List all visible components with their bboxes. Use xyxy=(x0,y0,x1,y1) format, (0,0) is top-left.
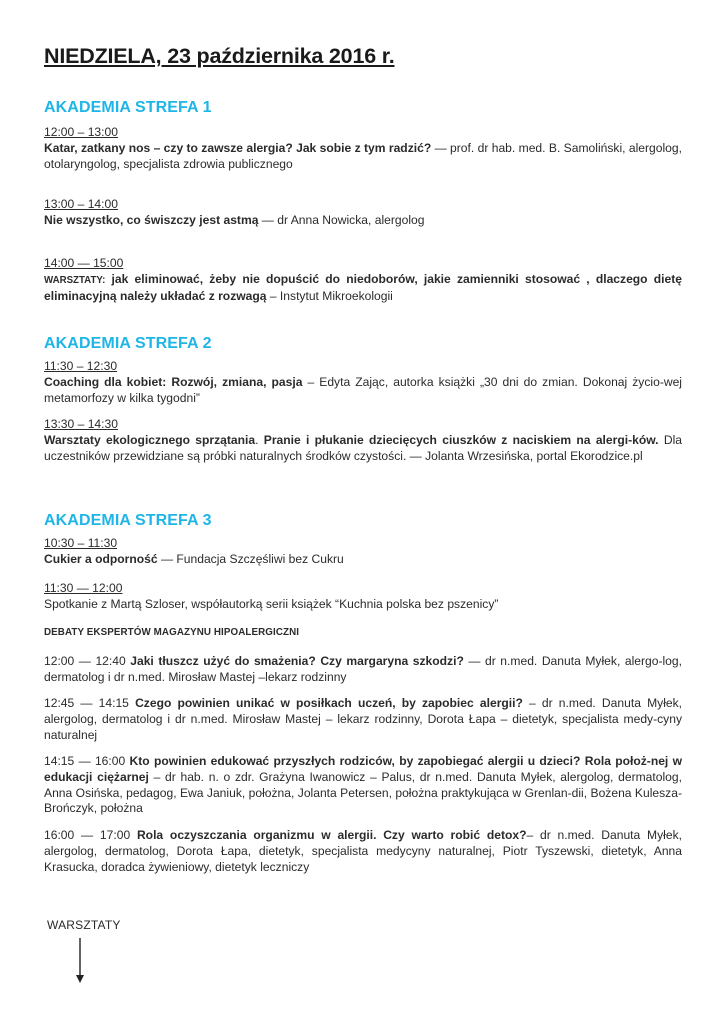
debates-heading: DEBATY EKSPERTÓW MAGAZYNU HIPOALERGICZNI xyxy=(44,627,300,638)
item-time: 10:30 – 11:30 xyxy=(44,536,118,550)
schedule-item xyxy=(44,359,682,406)
debate-item xyxy=(44,828,682,875)
item-title: jak eliminować, żeby nie dopuścić do niedoborów, jakie zamienniki stosować , dlaczego dietę eliminacyjną należy układać z rozwagą xyxy=(44,271,682,303)
debate-participants: — dr n.med. Danuta Myłek, alergo-log, dermatolog i dr n.med. Mirosław Mastej –lekarz rodzinny xyxy=(44,654,682,684)
debate-time: 12:45 — 14:15 xyxy=(44,696,136,710)
item-title: Warsztaty ekologicznego sprzątania xyxy=(44,432,256,447)
schedule-item xyxy=(44,256,682,304)
schedule-item xyxy=(44,581,682,613)
debate-participants: – dr hab. n. o zdr. Grażyna Iwanowicz – Palus, dr n.med. Danuta Myłek, alergolog, dermatolog, Anna Osińska, pedagog, Ewa Janiuk, położna, Jolanta Petersen, położna praktykująca w Grenlan-dii, Bożena Kulesza-Brończyk, położna xyxy=(44,769,682,816)
section-title-strefa-1: AKADEMIA STREFA 1 xyxy=(44,99,212,116)
item-description: — Fundacja Szczęśliwi bez Cukru xyxy=(157,551,344,566)
arrow-down-icon xyxy=(74,938,86,984)
item-subtitle: Pranie i płukanie dziecięcych ciuszków z naciskiem na alergi-ków. xyxy=(263,432,659,447)
item-time: 13:00 – 14:00 xyxy=(44,197,118,211)
page-title: NIEDZIELA, 23 października 2016 r. xyxy=(44,44,395,68)
item-time: 11:30 — 12:00 xyxy=(44,581,123,595)
schedule-item xyxy=(44,417,682,464)
item-description: Spotkanie z Martą Szloser, współautorką serii książek “Kuchnia polska bez pszenicy” xyxy=(44,596,499,611)
schedule-item xyxy=(44,197,682,229)
item-time: 11:30 – 12:30 xyxy=(44,359,118,373)
debate-item xyxy=(44,696,682,743)
debate-title: Kto powinien edukować przyszłych rodziców, by zapobiegać alergii u dzieci? Rola położ-nej w edukacji ciężarnej xyxy=(44,754,682,784)
item-title: Katar, zatkany nos – czy to zawsze alergia? Jak sobie z tym radzić? xyxy=(44,140,432,155)
debate-participants: – dr n.med. Danuta Myłek, alergolog, dermatolog, Dorota Łapa, dietetyk, specjalista medycyny naturalnej, Piotr Tyszewski, dietetyk, Anna Krasucka, doradca żywieniowy, dietetyk leczniczy xyxy=(44,828,682,874)
item-description: – Instytut Mikroekologii xyxy=(266,288,393,303)
workshop-label: WARSZTATY: xyxy=(44,274,106,286)
schedule-item xyxy=(44,536,682,568)
debate-title: Czego powinien unikać w posiłkach uczeń, by zapobiec alergii? xyxy=(135,696,523,710)
debate-item xyxy=(44,754,682,817)
item-time: 14:00 — 15:00 xyxy=(44,256,124,270)
section-title-strefa-2: AKADEMIA STREFA 2 xyxy=(44,335,212,352)
item-description: — prof. dr hab. med. B. Samoliński, alergolog, otolaryngolog, specjalista zdrowia publicznego xyxy=(44,140,682,171)
debate-time: 14:15 — 16:00 xyxy=(44,754,130,768)
section-title-strefa-3: AKADEMIA STREFA 3 xyxy=(44,512,212,529)
debate-time: 12:00 — 12:40 xyxy=(44,654,131,668)
debate-item xyxy=(44,654,682,686)
item-title: Nie wszystko, co świszczy jest astmą xyxy=(44,212,259,227)
workshops-footer-label: WARSZTATY xyxy=(47,918,121,932)
item-description: — dr Anna Nowicka, alergolog xyxy=(258,212,425,227)
debate-time: 16:00 — 17:00 xyxy=(44,828,137,842)
item-separator: . xyxy=(255,432,264,447)
item-title: Cukier a odporność xyxy=(44,551,158,566)
schedule-item xyxy=(44,125,682,172)
item-description: – Edyta Zając, autorka książki „30 dni do zmian. Dokonaj życio-wej metamorfozy w kilka tygodni” xyxy=(44,374,682,405)
debate-title: Jaki tłuszcz użyć do smażenia? Czy margaryna szkodzi? xyxy=(130,654,464,668)
item-time: 13:30 – 14:30 xyxy=(44,417,118,431)
debate-title: Rola oczyszczania organizmu w alergii. Czy warto robić detox? xyxy=(136,828,527,842)
item-title: Coaching dla kobiet: Rozwój, zmiana, pasja xyxy=(44,374,303,389)
item-time: 12:00 – 13:00 xyxy=(44,125,118,139)
item-description: Dla uczestników przewidziane są próbki naturalnych środków czystości. — Jolanta Wrzesińska, portal Ekorodzice.pl xyxy=(44,432,682,463)
debate-participants: – dr n.med. Danuta Myłek, alergolog, dermatolog i dr n.med. Mirosław Mastej – lekarz rodzinny, Dorota Łapa – dietetyk, specjalista medy-cyny naturalnej xyxy=(44,696,683,742)
